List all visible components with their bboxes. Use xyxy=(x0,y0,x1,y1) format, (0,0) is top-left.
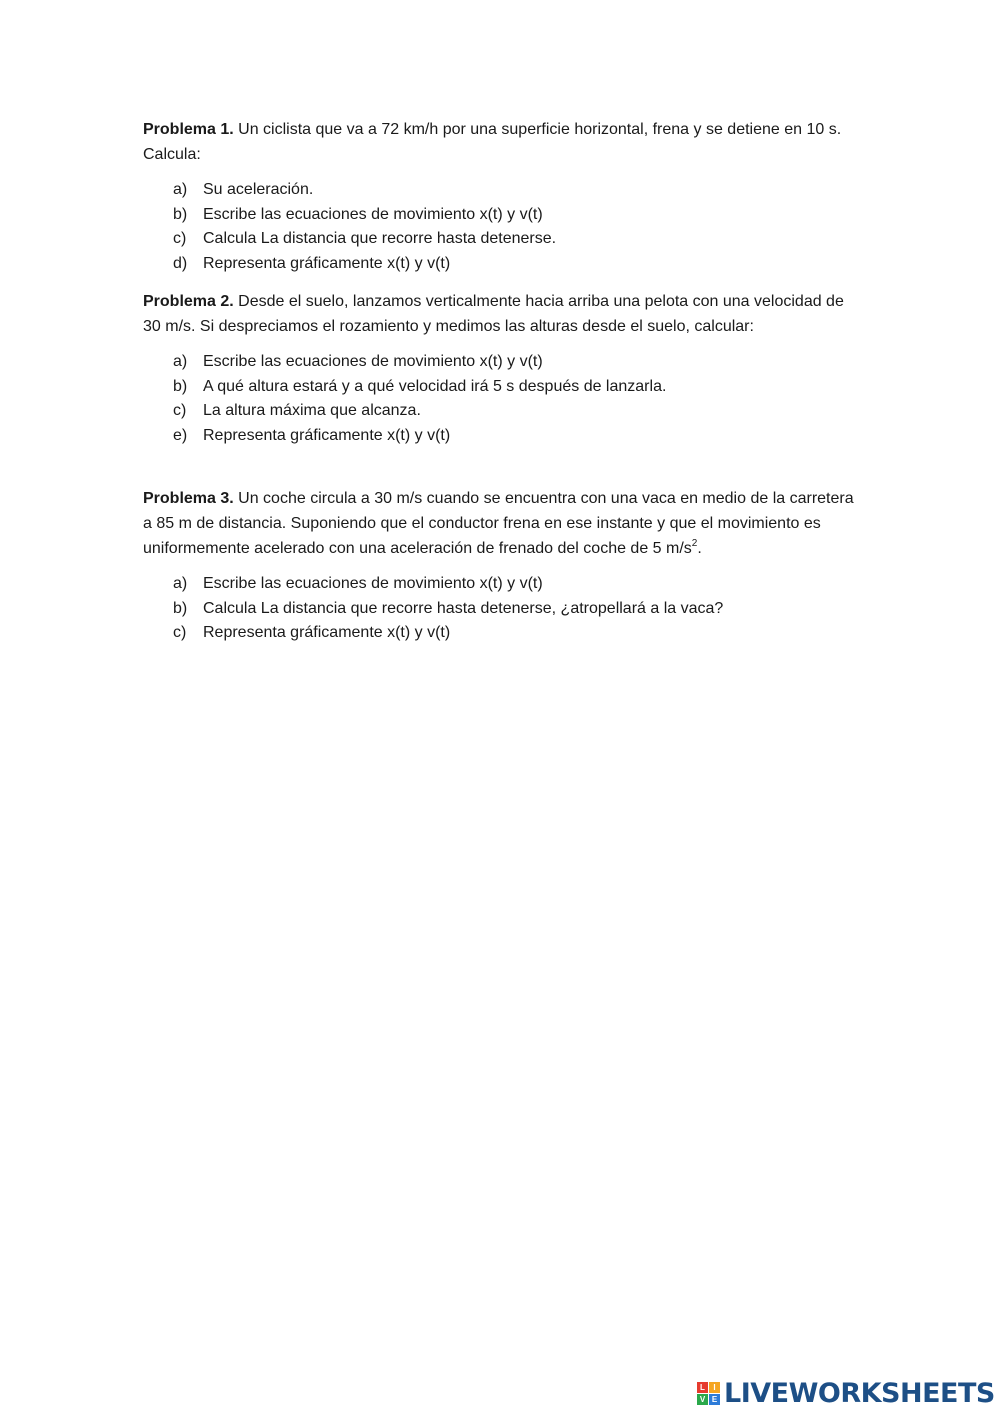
question-text: La altura máxima que alcanza. xyxy=(203,402,421,419)
question-item xyxy=(173,375,863,400)
question-list xyxy=(143,572,863,646)
problem-1 xyxy=(143,117,863,276)
logo-letter: V xyxy=(697,1394,708,1405)
problem-title: Problema 3. xyxy=(143,490,234,507)
worksheet xyxy=(143,117,863,646)
question-text: Representa gráficamente x(t) y v(t) xyxy=(203,624,451,641)
question-item xyxy=(173,350,863,375)
question-letter: a) xyxy=(173,575,188,592)
problem-statement xyxy=(143,117,863,167)
question-item xyxy=(173,178,863,203)
question-text: Escribe las ecuaciones de movimiento x(t) y v(t) xyxy=(203,575,543,592)
question-text: Representa gráficamente x(t) y v(t) xyxy=(203,426,451,444)
question-letter: b) xyxy=(173,205,188,223)
question-item xyxy=(173,227,863,252)
question-text: Calcula La distancia que recorre hasta detenerse, ¿atropellará a la vaca? xyxy=(203,599,724,617)
exponent: 2 xyxy=(691,537,698,549)
question-text: Escribe las ecuaciones de movimiento x(t) y v(t) xyxy=(203,353,543,370)
live-logo-icon xyxy=(697,1382,720,1405)
question-text: Calcula La distancia que recorre hasta detenerse. xyxy=(203,230,557,247)
question-text: Representa gráficamente x(t) y v(t) xyxy=(203,254,451,272)
problem-text: Un ciclista que va a 72 km/h por una superficie horizontal, frena y se detiene en 10 s. Calcula: xyxy=(143,121,842,163)
question-letter: e) xyxy=(173,426,188,444)
question-letter: c) xyxy=(173,402,187,419)
question-letter: b) xyxy=(173,377,188,395)
problem-title: Problema 1. xyxy=(143,121,234,138)
problem-title: Problema 2. xyxy=(143,293,234,310)
question-text: A qué altura estará y a qué velocidad irá 5 s después de lanzarla. xyxy=(203,377,667,395)
question-letter: b) xyxy=(173,599,188,617)
logo-text: LIVEWORKSHEETS xyxy=(724,1377,995,1409)
problem-text: Desde el suelo, lanzamos verticalmente hacia arriba una pelota con una velocidad de 30 m/s. Si despreciamos el rozamiento y medimos las alturas desde el suelo, calcular: xyxy=(143,293,844,335)
problem-text: Un coche circula a 30 m/s cuando se encuentra con una vaca en medio de la carretera a 85 m de distancia. Suponiendo que el conductor frena en ese instante y que el movimiento es uniformemente acelerado con una aceleración de frenado del coche de 5 m/s xyxy=(143,490,854,557)
question-item xyxy=(173,572,863,597)
logo-letter: I xyxy=(709,1382,720,1393)
problem-statement xyxy=(143,486,863,561)
question-list xyxy=(143,350,863,448)
logo-letter: E xyxy=(709,1394,720,1405)
question-item xyxy=(173,252,863,277)
question-letter: a) xyxy=(173,181,188,198)
liveworksheets-logo xyxy=(697,1378,995,1408)
logo-letter: L xyxy=(697,1382,708,1393)
question-letter: d) xyxy=(173,254,188,272)
question-item xyxy=(173,399,863,424)
question-item xyxy=(173,424,863,449)
question-text: Escribe las ecuaciones de movimiento x(t) y v(t) xyxy=(203,205,543,223)
question-text: Su aceleración. xyxy=(203,181,314,198)
question-item xyxy=(173,597,863,622)
question-item xyxy=(173,621,863,646)
question-letter: a) xyxy=(173,353,188,370)
problem-text-end: . xyxy=(697,540,702,557)
question-list xyxy=(143,178,863,276)
problem-statement xyxy=(143,289,863,339)
question-item xyxy=(173,203,863,228)
problem-2 xyxy=(143,289,863,448)
question-letter: c) xyxy=(173,230,187,247)
problem-3 xyxy=(143,486,863,646)
question-letter: c) xyxy=(173,624,187,641)
